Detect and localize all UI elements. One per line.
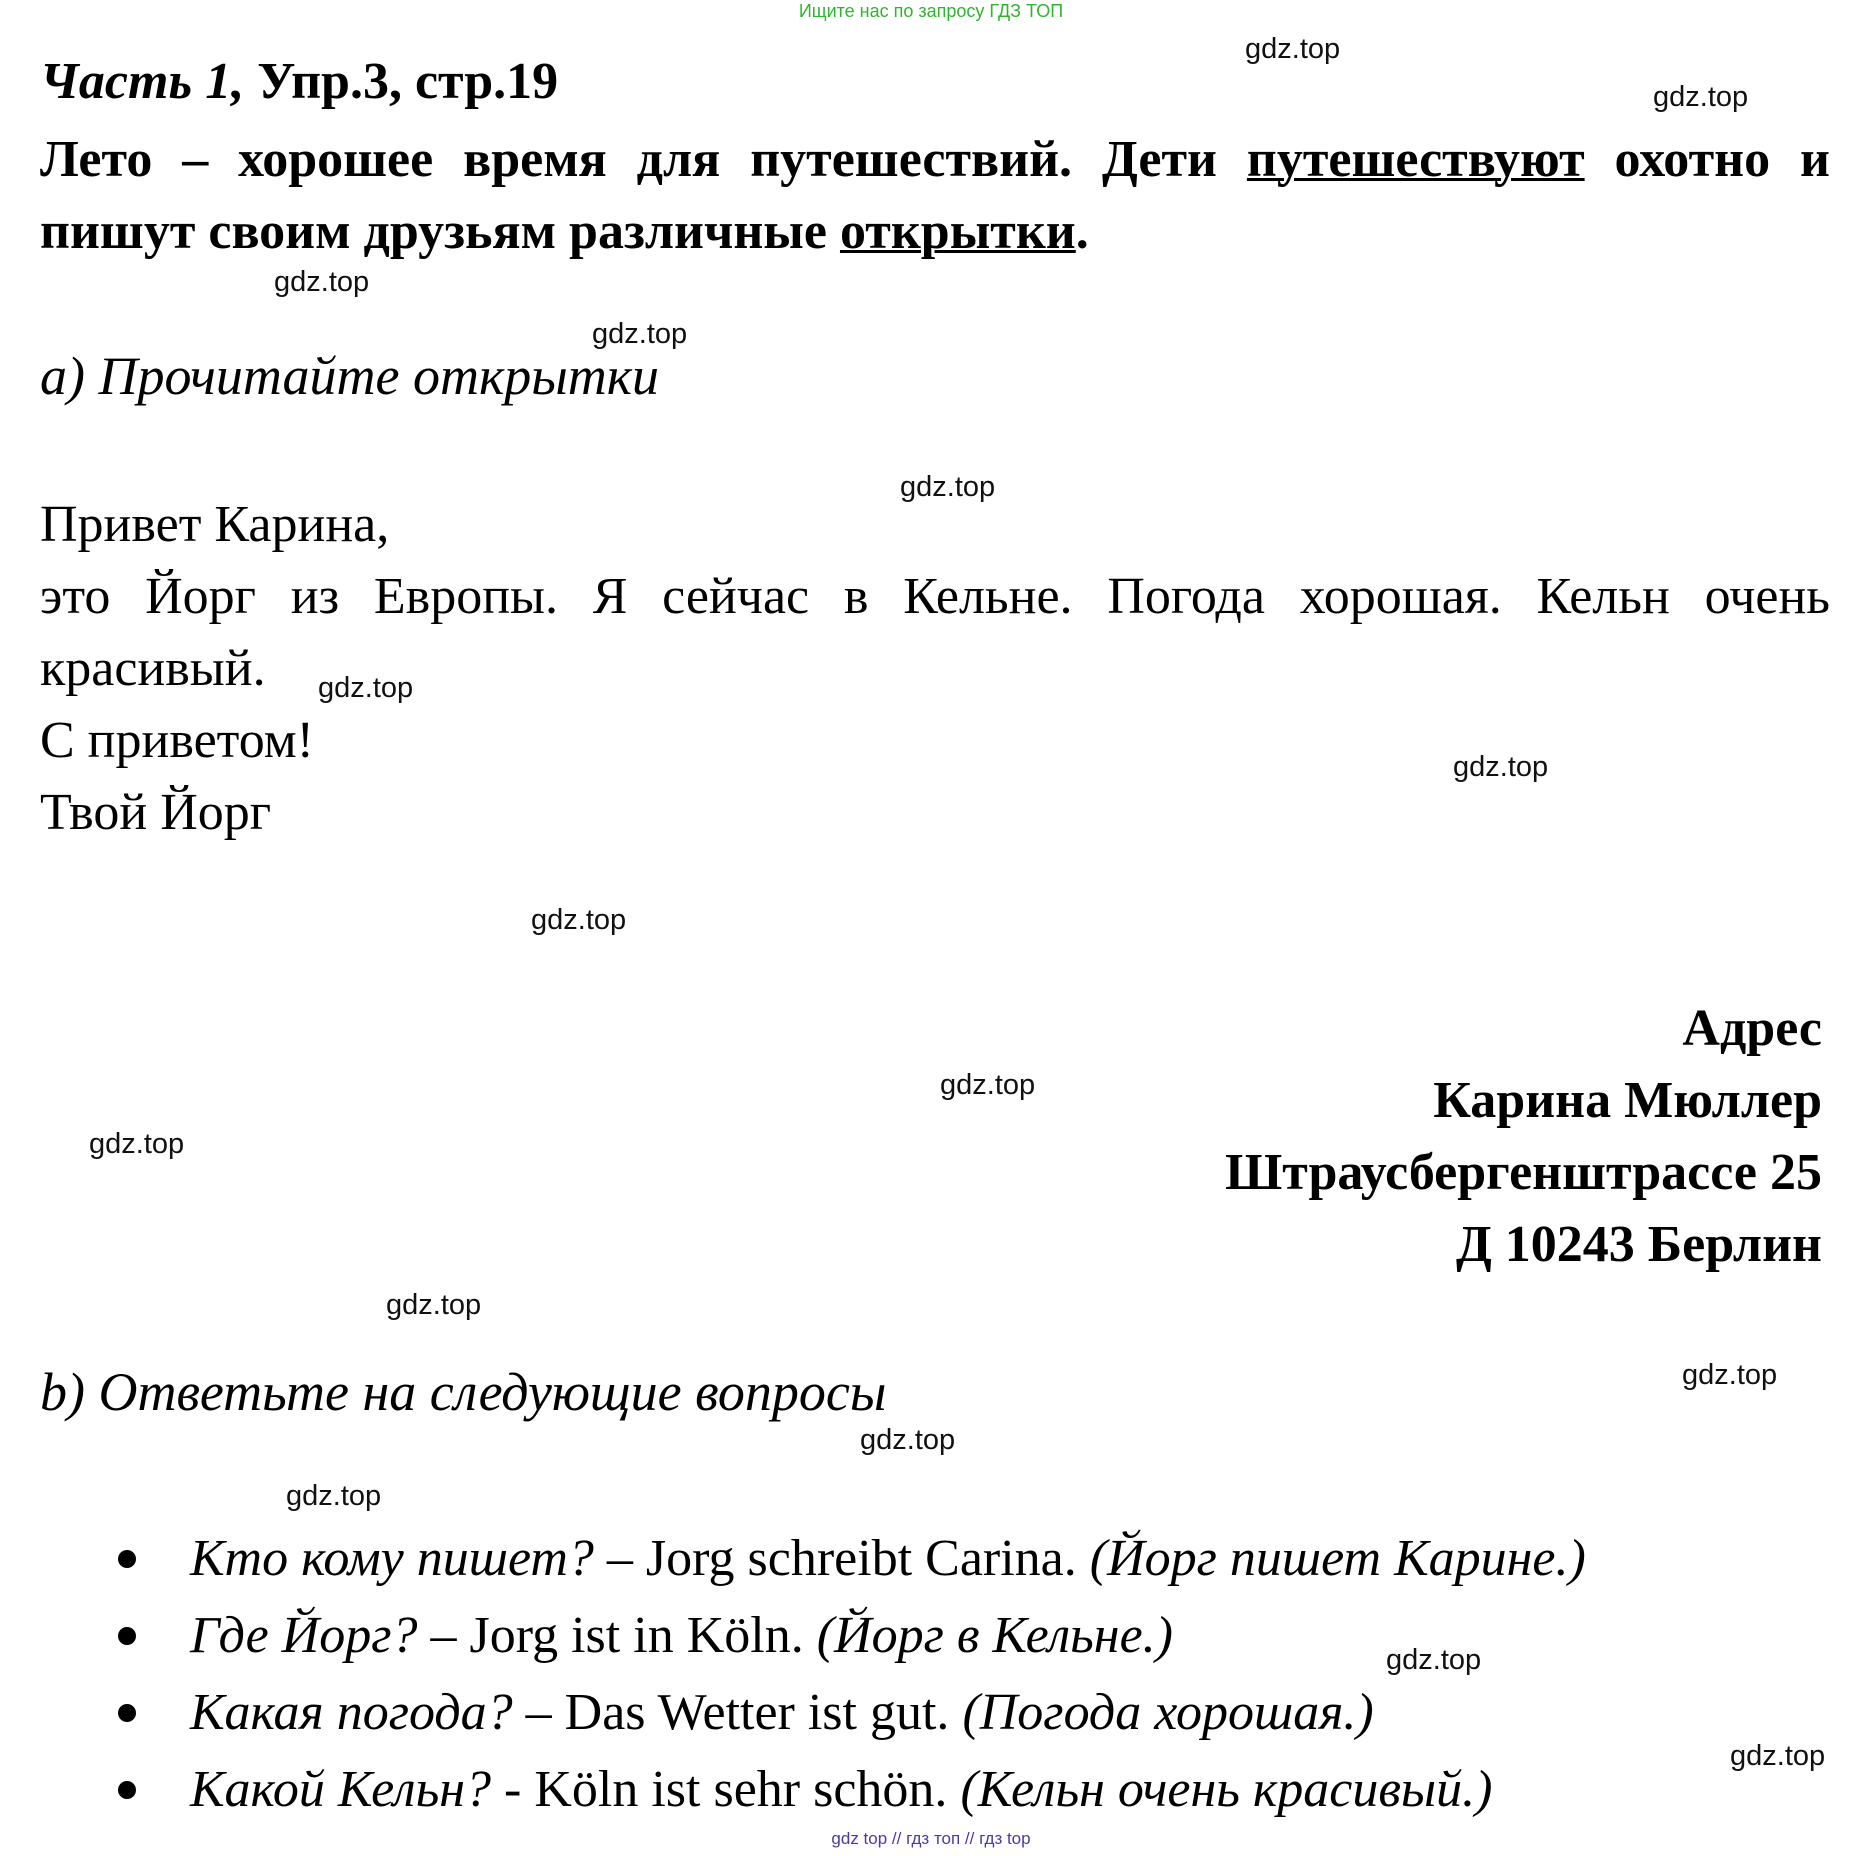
watermark: gdz.top	[592, 318, 688, 350]
address-label: Адрес	[1682, 1000, 1822, 1057]
watermark: gdz.top	[1730, 1740, 1826, 1772]
page-title	[40, 52, 558, 111]
address-city: Д 10243 Берлин	[1456, 1216, 1822, 1273]
watermark: gdz.top	[1245, 33, 1341, 65]
watermark: gdz.top	[860, 1424, 956, 1456]
watermark: gdz.top	[318, 672, 414, 704]
intro-underlined-travel: путешествуют	[1246, 131, 1585, 188]
answer-text: – Jorg ist in Köln.	[417, 1607, 817, 1664]
list-item	[0, 1597, 1586, 1674]
intro-text-1: Лето – хорошее время для путешествий. Дети	[40, 131, 1247, 188]
letter-signature: Твой Йорг	[40, 784, 272, 841]
address-name: Карина Мюллер	[1433, 1072, 1822, 1129]
bullet-icon	[118, 1550, 136, 1568]
question-text: Кто кому пишет?	[190, 1530, 594, 1587]
question-text: Какая погода?	[190, 1684, 513, 1741]
bullet-icon	[118, 1781, 136, 1799]
exercise-intro	[40, 124, 1830, 268]
watermark: gdz.top	[940, 1069, 1036, 1101]
postcard-address	[1225, 993, 1822, 1281]
question-text: Где Йорг?	[190, 1607, 418, 1664]
translation-text: (Погода хорошая.)	[962, 1684, 1374, 1741]
footer-links: gdz top // гдз топ // гдз top	[831, 1829, 1031, 1848]
list-item	[0, 1520, 1586, 1597]
exercise-label: Упр.3, стр.19	[244, 53, 559, 110]
address-street: Штраусбергенштрассе 25	[1225, 1144, 1822, 1201]
letter-body-line-2: красивый.	[40, 640, 266, 697]
answers-list	[0, 1520, 1586, 1828]
watermark: gdz.top	[1386, 1644, 1482, 1676]
translation-text: (Йорг в Кельне.)	[816, 1607, 1173, 1664]
translation-text: (Йорг пишет Карине.)	[1089, 1530, 1586, 1587]
question-text: Какой Кельн?	[190, 1761, 492, 1818]
intro-text-3: .	[1075, 203, 1089, 260]
bullet-icon	[118, 1627, 136, 1645]
answer-text: – Jorg schreibt Carina.	[593, 1530, 1090, 1587]
watermark: gdz.top	[900, 471, 996, 503]
list-item	[0, 1751, 1586, 1828]
letter-greeting: Привет Карина,	[40, 496, 390, 553]
watermark: gdz.top	[286, 1480, 382, 1512]
letter-closing: С приветом!	[40, 712, 314, 769]
answer-text: – Das Wetter ist gut.	[512, 1684, 963, 1741]
watermark: gdz.top	[386, 1289, 482, 1321]
top-search-banner: Ищите нас по запросу ГДЗ ТОП	[798, 1, 1064, 21]
intro-text-2: охотно и пишут своим друзьям различные	[40, 131, 1830, 260]
part-label: Часть 1,	[40, 53, 245, 110]
watermark: gdz.top	[1453, 751, 1549, 783]
watermark: gdz.top	[89, 1128, 185, 1160]
bullet-icon	[118, 1704, 136, 1722]
section-b-heading: b) Ответьте на следующие вопросы	[40, 1362, 887, 1422]
watermark: gdz.top	[1682, 1359, 1778, 1391]
watermark: gdz.top	[531, 904, 627, 936]
watermark: gdz.top	[1653, 81, 1749, 113]
translation-text: (Кельн очень красивый.)	[960, 1761, 1493, 1818]
intro-underlined-postcards: открытки	[839, 203, 1076, 260]
answer-text: - Köln ist sehr schön.	[491, 1761, 961, 1818]
letter-body-line-1: это Йорг из Европы. Я сейчас в Кельне. Погода хорошая. Кельн очень	[40, 568, 1830, 625]
section-a-heading: a) Прочитайте открытки	[40, 346, 660, 406]
postcard-letter	[40, 489, 1830, 849]
list-item	[0, 1674, 1586, 1751]
watermark: gdz.top	[274, 266, 370, 298]
